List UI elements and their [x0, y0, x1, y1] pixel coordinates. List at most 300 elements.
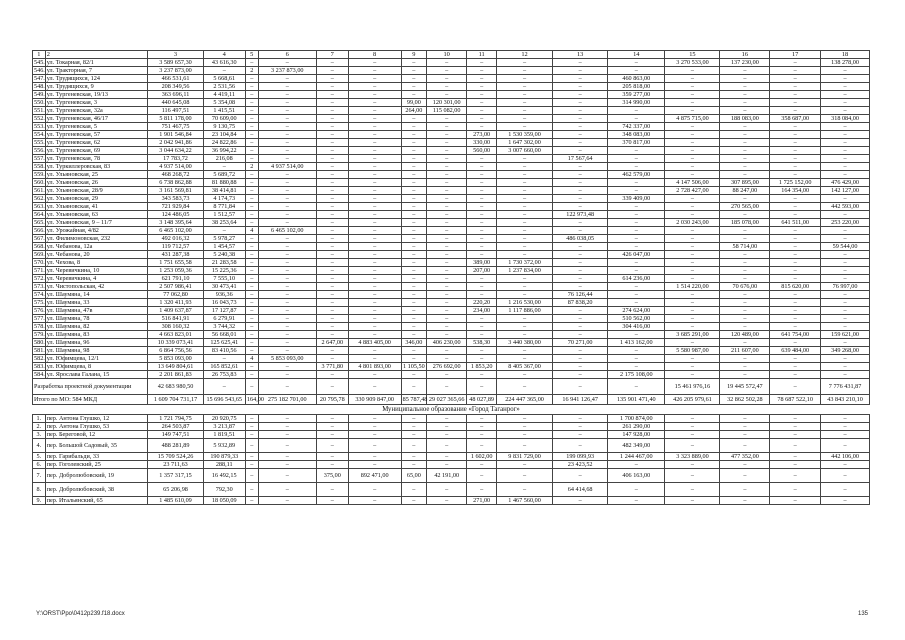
table-cell: –	[401, 347, 426, 355]
table-cell: –	[608, 461, 665, 469]
table-cell: –	[665, 483, 720, 497]
address-cell: ул. Токарная, 82/1	[45, 59, 148, 67]
address-cell: ул. Тургеневская, 3	[45, 99, 148, 107]
table-cell: –	[553, 219, 608, 227]
table-cell: –	[245, 75, 258, 83]
table-cell: 476 429,00	[821, 179, 870, 187]
table-cell: 318 084,00	[821, 115, 870, 123]
table-cell: –	[665, 131, 720, 139]
table-cell: –	[553, 307, 608, 315]
table-cell: 16 043,73	[203, 299, 245, 307]
table-cell: –	[821, 497, 870, 505]
table-row	[33, 107, 870, 115]
table-cell: 275 182 701,00	[258, 395, 316, 405]
table-cell: –	[821, 211, 870, 219]
row-number: 568.	[34, 243, 45, 250]
table-cell: –	[245, 347, 258, 355]
table-cell: 36 994,22	[203, 147, 245, 155]
table-cell: 10	[427, 51, 467, 59]
table-cell: –	[821, 171, 870, 179]
table-cell: –	[720, 439, 770, 453]
address-cell: ул. Шаумяна, 33	[45, 299, 148, 307]
table-cell: 4 801 893,00	[348, 363, 401, 371]
table-cell: –	[665, 339, 720, 347]
table-cell: –	[496, 99, 552, 107]
table-cell: –	[245, 439, 258, 453]
table-row	[33, 91, 870, 99]
table-cell: –	[467, 107, 497, 115]
table-cell: –	[401, 195, 426, 203]
table-cell: 375,00	[316, 469, 348, 483]
table-cell: –	[665, 275, 720, 283]
table-cell: 4 419,11	[203, 91, 245, 99]
table-cell: –	[467, 331, 497, 339]
table-row	[33, 155, 870, 163]
table-cell: –	[401, 123, 426, 131]
table-cell: –	[496, 423, 552, 431]
table-cell: 120 301,00	[427, 99, 467, 107]
table-cell: 137 230,00	[720, 59, 770, 67]
table-cell: –	[348, 415, 401, 423]
table-cell: –	[401, 83, 426, 91]
table-cell: –	[720, 339, 770, 347]
table-cell: –	[553, 227, 608, 235]
table-cell: 477 352,00	[720, 453, 770, 461]
table-cell: –	[427, 453, 467, 461]
table-cell: –	[401, 323, 426, 331]
table-cell: –	[258, 307, 316, 315]
table-cell: 488 281,89	[148, 439, 203, 453]
table-cell: 76 126,44	[553, 291, 608, 299]
table-cell: –	[770, 75, 821, 83]
table-cell: –	[553, 187, 608, 195]
table-cell: –	[496, 83, 552, 91]
table-cell: 486 038,05	[553, 235, 608, 243]
row-number: 575.	[34, 299, 45, 306]
table-cell: 339 409,00	[608, 195, 665, 203]
table-cell: –	[348, 251, 401, 259]
table-cell: 4 875 715,00	[665, 115, 720, 123]
table-cell: –	[316, 59, 348, 67]
table-cell: –	[720, 163, 770, 171]
table-cell: –	[258, 131, 316, 139]
address-cell: ул. Ульяновская, 9 – 11/7	[45, 219, 148, 227]
table-cell: –	[821, 461, 870, 469]
table-cell: 614 236,00	[608, 275, 665, 283]
table-cell: –	[316, 415, 348, 423]
table-row	[33, 251, 870, 259]
table-cell: –	[348, 371, 401, 379]
table-cell: –	[720, 323, 770, 331]
table-cell: 1 244 467,00	[608, 453, 665, 461]
table-cell: 2 531,56	[203, 83, 245, 91]
table-cell: 253 220,00	[821, 219, 870, 227]
table-cell: –	[316, 355, 348, 363]
table-cell: –	[316, 155, 348, 163]
table-cell: –	[467, 347, 497, 355]
table-cell: –	[316, 179, 348, 187]
table-cell: –	[770, 171, 821, 179]
table-cell: –	[258, 171, 316, 179]
table-cell: –	[467, 355, 497, 363]
table-cell: –	[720, 497, 770, 505]
table-cell: –	[258, 179, 316, 187]
table-cell: 363 696,11	[148, 91, 203, 99]
table-cell: –	[496, 211, 552, 219]
table-cell: –	[496, 355, 552, 363]
table-cell: –	[348, 195, 401, 203]
design-row	[33, 379, 870, 395]
table-cell: 5 354,08	[203, 99, 245, 107]
table-cell: 346,00	[401, 339, 426, 347]
table-cell: –	[258, 497, 316, 505]
table-cell: –	[496, 187, 552, 195]
table-cell: –	[348, 83, 401, 91]
table-cell: –	[203, 163, 245, 171]
table-cell: –	[608, 219, 665, 227]
table-cell: –	[821, 83, 870, 91]
table-cell: –	[553, 259, 608, 267]
table-cell: –	[608, 59, 665, 67]
row-number: 1	[33, 51, 46, 59]
address-cell: ул. Черевичкина, 10	[45, 267, 148, 275]
table-cell: –	[348, 147, 401, 155]
table-row	[33, 219, 870, 227]
table-cell: –	[665, 355, 720, 363]
table-cell: –	[467, 439, 497, 453]
table-cell: –	[821, 259, 870, 267]
table-cell: –	[821, 299, 870, 307]
table-cell: 1 725 152,00	[770, 179, 821, 187]
table-cell: –	[245, 243, 258, 251]
table-row	[33, 347, 870, 355]
row-number: 5.	[33, 453, 46, 461]
table-cell: –	[821, 99, 870, 107]
table-cell: 1 512,57	[203, 211, 245, 219]
table-cell: –	[316, 187, 348, 195]
table-cell: –	[665, 75, 720, 83]
table-cell: –	[245, 307, 258, 315]
table-cell: –	[401, 235, 426, 243]
table-cell: –	[258, 219, 316, 227]
table-cell: –	[348, 243, 401, 251]
address-cell: ул. Трудящихся, 124	[45, 75, 148, 83]
address-cell: ул. Тургеневская, 78	[45, 155, 148, 163]
table-cell: –	[401, 187, 426, 195]
table-cell: –	[608, 483, 665, 497]
table-cell: –	[316, 299, 348, 307]
table-cell: 2	[245, 163, 258, 171]
table-cell: –	[401, 379, 426, 395]
table-cell: 462 579,00	[608, 171, 665, 179]
table-cell: 2 201 861,83	[148, 371, 203, 379]
table-cell: 87 838,20	[553, 299, 608, 307]
table-cell: –	[258, 275, 316, 283]
table-cell: –	[665, 99, 720, 107]
table-cell: 164,00	[246, 396, 264, 403]
table-cell: 440 645,08	[148, 99, 203, 107]
table-cell: 125 625,41	[203, 339, 245, 347]
table-cell: –	[258, 59, 316, 67]
table-cell: 65,00	[401, 469, 426, 483]
table-cell: –	[553, 179, 608, 187]
table-cell: 3 044 634,22	[148, 147, 203, 155]
table-cell: –	[720, 107, 770, 115]
table-cell: –	[401, 267, 426, 275]
row-number: 570.	[34, 259, 45, 266]
table-cell: –	[401, 283, 426, 291]
table-cell: –	[496, 379, 552, 395]
table-cell: –	[258, 283, 316, 291]
table-cell: –	[258, 107, 316, 115]
row-number: 554.	[34, 131, 45, 138]
table-cell: –	[821, 315, 870, 323]
table-cell: –	[496, 439, 552, 453]
table-cell: –	[553, 163, 608, 171]
table-row	[33, 59, 870, 67]
table-cell: –	[316, 283, 348, 291]
table-cell: 264,00	[401, 107, 426, 115]
table-cell: –	[348, 163, 401, 171]
table-cell: –	[348, 99, 401, 107]
table-cell: –	[245, 267, 258, 275]
table-cell: 1 413 162,00	[608, 339, 665, 347]
table-cell: –	[427, 139, 467, 147]
table-cell: –	[245, 469, 258, 483]
table-cell: 15 709 524,26	[148, 453, 203, 461]
table-cell: –	[467, 163, 497, 171]
page-number: 135	[857, 611, 868, 617]
table-cell: 216,08	[203, 155, 245, 163]
table-cell: –	[245, 147, 258, 155]
table-cell: –	[821, 267, 870, 275]
table-cell: –	[467, 235, 497, 243]
table-cell: –	[245, 415, 258, 423]
table-cell: –	[467, 67, 497, 75]
table-cell: –	[401, 299, 426, 307]
table-cell: –	[496, 415, 552, 423]
column-number-row	[33, 51, 870, 59]
table-cell: 15 461 976,16	[665, 379, 720, 395]
table-cell: –	[401, 75, 426, 83]
table-cell: –	[245, 139, 258, 147]
table-cell: –	[720, 423, 770, 431]
table-cell: –	[467, 423, 497, 431]
table-row	[33, 211, 870, 219]
table-cell: 274 624,00	[608, 307, 665, 315]
table-cell: –	[770, 355, 821, 363]
table-cell: –	[348, 355, 401, 363]
table-cell: 48 027,89	[467, 395, 497, 405]
table-cell: –	[608, 163, 665, 171]
address-cell: ул. Тургеневская, 19/13	[45, 91, 148, 99]
table-cell: –	[608, 107, 665, 115]
table-cell: –	[245, 187, 258, 195]
table-cell: 314 990,00	[608, 99, 665, 107]
table-cell: –	[496, 75, 552, 83]
table-cell: –	[401, 423, 426, 431]
table-row	[33, 423, 870, 431]
table-cell: 77 062,80	[148, 291, 203, 299]
table-cell: –	[316, 291, 348, 299]
table-cell: 7	[316, 51, 348, 59]
table-cell: 5 853 093,00	[258, 355, 316, 363]
table-cell: –	[496, 67, 552, 75]
table-cell: –	[258, 123, 316, 131]
table-cell: –	[770, 107, 821, 115]
row-number: 574.	[34, 291, 45, 298]
table-cell: –	[467, 275, 497, 283]
table-cell: 211 607,00	[720, 347, 770, 355]
table-cell: –	[467, 91, 497, 99]
table-row	[33, 371, 870, 379]
table-cell: –	[245, 171, 258, 179]
table-cell: 124 486,05	[148, 211, 203, 219]
table-cell: –	[348, 323, 401, 331]
table-cell: –	[770, 147, 821, 155]
table-cell: –	[720, 483, 770, 497]
table-cell: 1 853,20	[467, 363, 497, 371]
table-cell: –	[553, 67, 608, 75]
table-cell: –	[467, 171, 497, 179]
table-cell: –	[348, 115, 401, 123]
table-cell: 5 853 093,00	[148, 355, 203, 363]
table-cell: –	[770, 291, 821, 299]
table-cell: –	[401, 91, 426, 99]
table-cell: 538,30	[467, 339, 497, 347]
table-row	[33, 67, 870, 75]
table-cell: –	[496, 235, 552, 243]
table-cell: –	[496, 331, 552, 339]
table-cell: –	[770, 363, 821, 371]
table-cell: –	[348, 423, 401, 431]
table-cell: 147 928,00	[608, 431, 665, 439]
table-cell: –	[401, 431, 426, 439]
table-cell: –	[665, 171, 720, 179]
address-cell: ул. Шаумяна, 83	[45, 331, 148, 339]
table-cell: –	[665, 469, 720, 483]
table-row	[33, 195, 870, 203]
table-cell: –	[258, 379, 316, 395]
table-cell: 1 415,51	[203, 107, 245, 115]
table-cell: –	[467, 211, 497, 219]
table-cell: –	[427, 307, 467, 315]
table-cell: –	[467, 431, 497, 439]
table-cell: –	[348, 211, 401, 219]
table-cell: –	[348, 379, 401, 395]
row-number: 547.	[34, 75, 45, 82]
table-cell: 271,00	[467, 497, 497, 505]
table-cell: –	[427, 155, 467, 163]
table-cell: –	[496, 371, 552, 379]
table-cell: –	[770, 243, 821, 251]
table-cell: –	[401, 439, 426, 453]
table-cell: –	[496, 251, 552, 259]
table-cell: –	[770, 155, 821, 163]
table-cell: 122 973,48	[553, 211, 608, 219]
table-cell: –	[258, 439, 316, 453]
table-cell: –	[348, 131, 401, 139]
table-cell: –	[496, 323, 552, 331]
table-cell: 32 862 502,28	[720, 395, 770, 405]
table-cell: –	[665, 243, 720, 251]
table-cell: –	[316, 347, 348, 355]
table-cell: –	[608, 203, 665, 211]
table-cell: 83 410,56	[203, 347, 245, 355]
table-cell: 1 237 834,00	[496, 267, 552, 275]
table-cell: –	[608, 211, 665, 219]
table-cell: 1 485 610,09	[148, 497, 203, 505]
table-row	[33, 461, 870, 469]
table-cell: –	[427, 123, 467, 131]
row-number: 565.	[34, 219, 45, 226]
table-cell: 751 467,75	[148, 123, 203, 131]
table-cell: 348 083,00	[608, 131, 665, 139]
table-cell: –	[665, 431, 720, 439]
table-cell: 24 822,86	[203, 139, 245, 147]
table-cell: 3 323 889,00	[665, 453, 720, 461]
table-cell: 199 099,93	[553, 453, 608, 461]
table-cell: –	[553, 347, 608, 355]
address-cell: ул. Тургеневская, 5	[45, 123, 148, 131]
table-cell: 304 416,00	[608, 323, 665, 331]
table-cell: 426 205 979,61	[665, 395, 720, 405]
address-cell: ул. Шаумяна, 96	[45, 339, 148, 347]
table-cell: 165 852,61	[203, 363, 245, 371]
table-cell: 16 941 126,47	[553, 395, 608, 405]
table-cell: –	[258, 155, 316, 163]
table-cell: 3 771,80	[316, 363, 348, 371]
table-cell: –	[348, 307, 401, 315]
table-cell: 18 050,09	[203, 497, 245, 505]
table-cell: –	[245, 461, 258, 469]
table-cell: –	[348, 91, 401, 99]
table-cell: 721 929,84	[148, 203, 203, 211]
table-cell: 70 271,00	[553, 339, 608, 347]
address-cell: ул. Тургеневская, 57	[45, 131, 148, 139]
table-cell: 9 831 729,00	[496, 453, 552, 461]
address-cell: ул. Ярослава Галана, 15	[45, 371, 148, 379]
table-cell: –	[245, 275, 258, 283]
row-number: 559.	[34, 171, 45, 178]
address-cell: ул. Туркиллеровская, 83	[45, 163, 148, 171]
table-cell: –	[553, 251, 608, 259]
table-cell: –	[720, 259, 770, 267]
table-cell: 516 841,91	[148, 315, 203, 323]
table-cell: 4 147 506,00	[665, 179, 720, 187]
table-cell: 621 791,10	[148, 275, 203, 283]
table-cell: –	[770, 315, 821, 323]
table-cell: –	[553, 99, 608, 107]
table-cell: –	[427, 115, 467, 123]
row-number: 549.	[34, 91, 45, 98]
address-cell: ул. Шаумяна, 47в	[45, 307, 148, 315]
table-cell: –	[720, 299, 770, 307]
table-cell: –	[608, 299, 665, 307]
table-cell: 4 883 405,00	[348, 339, 401, 347]
table-cell: –	[401, 355, 426, 363]
table-row	[33, 163, 870, 171]
table-cell: –	[348, 75, 401, 83]
table-cell: –	[348, 439, 401, 453]
table-cell: –	[821, 75, 870, 83]
table-cell: –	[821, 363, 870, 371]
address-cell: ул. Черевичкина, 4	[45, 275, 148, 283]
table-cell: –	[316, 483, 348, 497]
table-cell: –	[770, 251, 821, 259]
table-cell: –	[665, 323, 720, 331]
address-cell: ул. Трудящихся, 9	[45, 83, 148, 91]
